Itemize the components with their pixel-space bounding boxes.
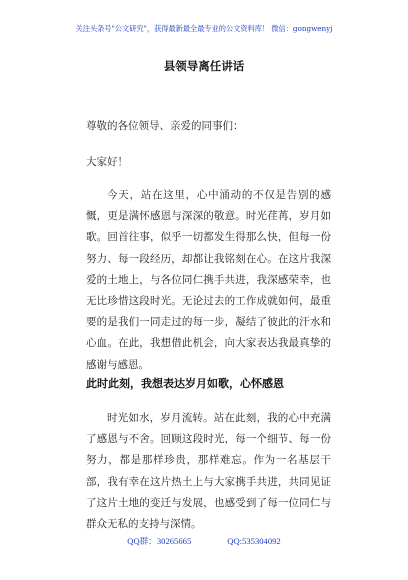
- greeting: 大家好！: [86, 156, 128, 168]
- section-heading: 此时此刻，我想表达岁月如歌，心怀感恩: [86, 377, 284, 390]
- salutation: 尊敬的各位领导、亲爱的同事们：: [86, 120, 244, 132]
- document-title: 县领导离任讲话: [163, 59, 245, 73]
- footer-qq-number: QQ:535304092: [227, 536, 281, 546]
- body-paragraph-2: 时光如水，岁月流转。站在此刻，我的心中充满了感恩与不舍。回顾这段时光，每一个细节、每一份努力，都是那样珍贵，那样难忘。作为一名基层干部，我有幸在这片热土上与大家携手共进，共同见证了这片土地的变迁与发展，也感受到了每一位同仁与群众无私的支持与深情。: [86, 412, 331, 531]
- footer-contact: [0, 535, 408, 547]
- body-paragraph-1: 今天，站在这里，心中涌动的不仅是告别的感慨，更是满怀感恩与深深的敬意。时光荏苒，岁月如歌。回首往事，似乎一切都发生得那么快，但每一份努力、每一段经历，却都让我铭刻在心。在这片我深爱的土地上，与各位同仁携手共进，我深感荣幸，也无比珍惜这段时光。无论过去的工作成就如何，最重要的是我们一同走过的每一步，凝结了彼此的汗水和心血。在此，我想借此机会，向大家表达我最真挚的感谢与感恩。: [86, 189, 331, 371]
- header-promo-note: 关注头条号"公文研究"，获得最新最全最专业的公文资料库！ 微信：gongwenyj: [75, 24, 333, 33]
- footer-qq-group: QQ群：30265665: [127, 536, 192, 546]
